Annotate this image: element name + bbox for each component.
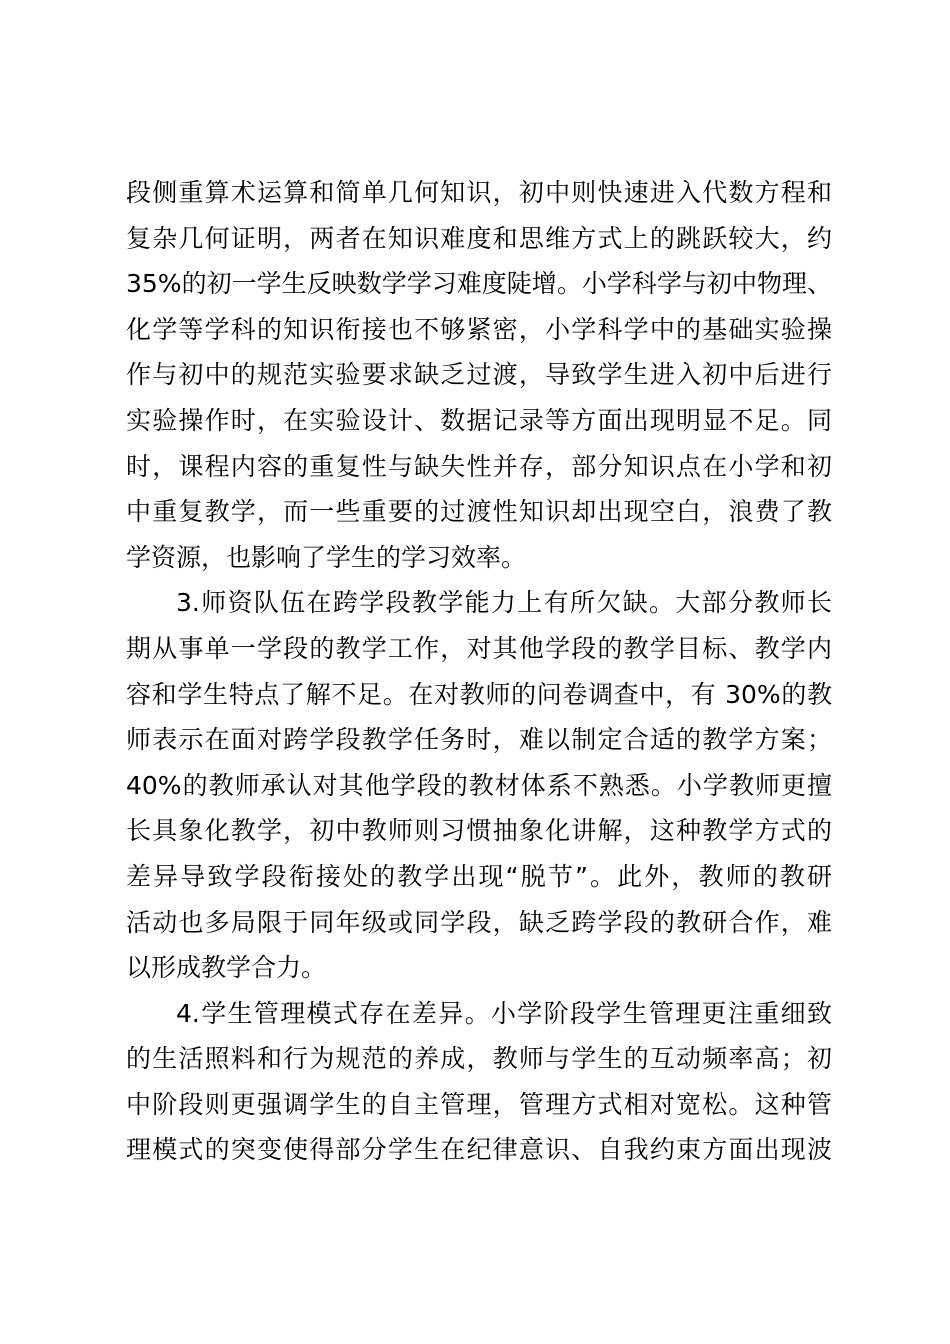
text-line-11: 期从事单一学段的教学工作，对其他学段的教学目标、教学内 — [126, 633, 832, 663]
text-line-5: 作与初中的规范实验要求缺乏过渡，导致学生进入初中后进行 — [126, 360, 832, 390]
text-line-9: 学资源，也影响了学生的学习效率。 — [126, 542, 527, 572]
text-line-21: 中阶段则更强调学生的自主管理，管理方式相对宽松。这种管 — [126, 1089, 832, 1119]
paragraph-3-heading-line: 3.师资队伍在跨学段教学能力上有所欠缺。大部分教师长 — [176, 588, 832, 618]
text-line-15: 长具象化教学，初中教师则习惯抽象化讲解，这种教学方式的 — [126, 816, 832, 846]
text-line-7: 时，课程内容的重复性与缺失性并存，部分知识点在小学和初 — [126, 451, 832, 481]
document-body — [126, 170, 832, 1173]
text-line-14: 40%的教师承认对其他学段的教材体系不熟悉。小学教师更擅 — [126, 770, 832, 800]
text-line-4: 化学等学科的知识衔接也不够紧密，小学科学中的基础实验操 — [126, 314, 832, 344]
text-line-2: 复杂几何证明，两者在知识难度和思维方式上的跳跃较大，约 — [126, 223, 832, 253]
text-line-3: 35%的初一学生反映数学学习难度陡增。小学科学与初中物理、 — [126, 269, 832, 299]
text-line-1: 段侧重算术运算和简单几何知识，初中则快速进入代数方程和 — [126, 178, 832, 207]
text-line-17: 活动也多局限于同年级或同学段，缺乏跨学段的教研合作，难 — [126, 907, 832, 937]
text-line-6: 实验操作时，在实验设计、数据记录等方面出现明显不足。同 — [126, 405, 832, 435]
text-line-8: 中重复教学，而一些重要的过渡性知识却出现空白，浪费了教 — [126, 497, 832, 527]
text-line-16: 差异导致学段衔接处的教学出现“脱节”。此外，教师的教研 — [126, 861, 832, 891]
paragraph-4-heading-line: 4.学生管理模式存在差异。小学阶段学生管理更注重细致 — [176, 998, 832, 1028]
text-line-13: 师表示在面对跨学段教学任务时，难以制定合适的教学方案； — [126, 725, 832, 755]
text-line-12: 容和学生特点了解不足。在对教师的问卷调查中，有 30%的教 — [126, 679, 832, 709]
text-line-18: 以形成教学合力。 — [126, 953, 327, 983]
text-line-22: 理模式的突变使得部分学生在纪律意识、自我约束方面出现波 — [126, 1135, 832, 1165]
text-line-20: 的生活照料和行为规范的养成，教师与学生的互动频率高；初 — [126, 1044, 832, 1074]
